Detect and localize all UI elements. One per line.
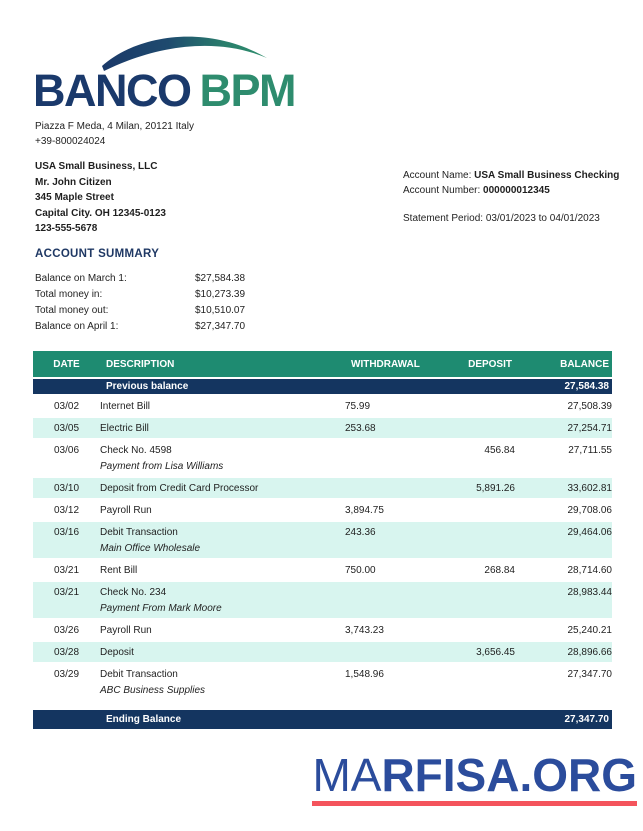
summary-label: Total money in: xyxy=(35,289,103,300)
transaction-description xyxy=(100,418,345,438)
account-number-line xyxy=(403,183,619,198)
transaction-withdrawal: 3,894.75 xyxy=(345,500,432,520)
transaction-balance: 28,983.44 xyxy=(515,582,612,618)
transaction-description-main: Payroll Run xyxy=(100,625,152,636)
summary-value: $27,347.70 xyxy=(195,321,246,332)
summary-row xyxy=(35,287,245,303)
transaction-deposit xyxy=(432,582,515,618)
ending-balance-date xyxy=(33,710,100,729)
table-row xyxy=(33,560,612,580)
table-row xyxy=(33,664,612,700)
transaction-balance: 27,254.71 xyxy=(515,418,612,438)
column-header-balance: BALANCE xyxy=(515,351,612,377)
previous-balance-row xyxy=(33,379,612,394)
transaction-description-note: Payment from Lisa Williams xyxy=(100,461,224,472)
ending-balance-label: Ending Balance xyxy=(100,710,345,729)
account-summary-block xyxy=(35,271,245,335)
customer-name: Mr. John Citizen xyxy=(35,176,112,188)
transaction-withdrawal xyxy=(345,582,432,618)
bank-logo xyxy=(33,65,295,116)
transaction-deposit xyxy=(432,620,515,640)
summary-value: $10,273.39 xyxy=(195,289,246,300)
transaction-description-main: Rent Bill xyxy=(100,565,138,576)
ending-balance-deposit xyxy=(432,710,515,729)
transaction-balance: 27,508.39 xyxy=(515,396,612,416)
transactions-table-header xyxy=(33,351,612,377)
transaction-description xyxy=(100,560,345,580)
watermark-light-part: MA xyxy=(312,749,382,801)
previous-balance-date xyxy=(33,379,100,394)
table-row xyxy=(33,396,612,416)
column-header-description: DESCRIPTION xyxy=(100,351,345,377)
previous-balance-withdrawal xyxy=(345,379,432,394)
bank-logo-banco: BANCO xyxy=(33,65,191,116)
transaction-description-note: Main Office Wholesale xyxy=(100,543,201,554)
transaction-balance: 28,714.60 xyxy=(515,560,612,580)
transaction-withdrawal: 243.36 xyxy=(345,522,432,558)
transaction-withdrawal: 253.68 xyxy=(345,418,432,438)
transaction-description xyxy=(100,522,345,558)
bank-logo-bpm: BPM xyxy=(199,65,295,116)
summary-row xyxy=(35,271,245,287)
transaction-balance: 27,347.70 xyxy=(515,664,612,700)
watermark-underline xyxy=(312,801,637,806)
summary-label: Total money out: xyxy=(35,305,109,316)
transaction-description xyxy=(100,440,345,476)
transaction-withdrawal xyxy=(345,440,432,476)
transaction-withdrawal: 75.99 xyxy=(345,396,432,416)
customer-phone: 123-555-5678 xyxy=(35,223,98,234)
transaction-description xyxy=(100,664,345,700)
statement-period-line xyxy=(403,211,619,226)
column-header-deposit: DEPOSIT xyxy=(432,351,515,377)
transaction-withdrawal xyxy=(345,478,432,498)
customer-address-block xyxy=(35,159,166,237)
transaction-deposit xyxy=(432,522,515,558)
transaction-description xyxy=(100,478,345,498)
column-header-date: DATE xyxy=(33,351,100,377)
transaction-deposit xyxy=(432,418,515,438)
ending-balance-row xyxy=(33,710,612,729)
bank-address xyxy=(35,119,194,149)
previous-balance-amount: 27,584.38 xyxy=(515,379,612,394)
summary-label: Balance on April 1: xyxy=(35,321,119,332)
statement-period-value: 03/01/2023 to 04/01/2023 xyxy=(485,213,600,224)
summary-value: $27,584.38 xyxy=(195,273,246,284)
table-row xyxy=(33,642,612,662)
transaction-description xyxy=(100,582,345,618)
transaction-balance: 28,896.66 xyxy=(515,642,612,662)
previous-balance-label: Previous balance xyxy=(100,379,345,394)
statement-period-label: Statement Period: xyxy=(403,213,486,224)
transaction-deposit: 268.84 xyxy=(432,560,515,580)
bank-phone: +39-800024024 xyxy=(35,136,106,147)
transaction-withdrawal xyxy=(345,642,432,662)
transaction-date: 03/05 xyxy=(33,418,100,438)
transaction-description-main: Debit Transaction xyxy=(100,527,178,538)
table-spacer xyxy=(33,702,612,708)
transaction-description-main: Check No. 4598 xyxy=(100,445,172,456)
transaction-date: 03/16 xyxy=(33,522,100,558)
transaction-balance: 29,708.06 xyxy=(515,500,612,520)
customer-company: USA Small Business, LLC xyxy=(35,161,158,172)
transaction-description xyxy=(100,642,345,662)
account-name-value: USA Small Business Checking xyxy=(474,170,620,181)
ending-balance-amount: 27,347.70 xyxy=(515,710,612,729)
marfisa-watermark-text xyxy=(312,749,637,801)
transaction-withdrawal: 3,743.23 xyxy=(345,620,432,640)
table-row xyxy=(33,522,612,558)
transaction-description xyxy=(100,620,345,640)
transaction-balance: 33,602.81 xyxy=(515,478,612,498)
table-row xyxy=(33,478,612,498)
transaction-balance: 29,464.06 xyxy=(515,522,612,558)
transaction-date: 03/29 xyxy=(33,664,100,700)
account-name-line xyxy=(403,168,619,183)
previous-balance-deposit xyxy=(432,379,515,394)
transaction-deposit: 3,656.45 xyxy=(432,642,515,662)
account-name-label: Account Name: xyxy=(403,170,475,181)
summary-value: $10,510.07 xyxy=(195,305,246,316)
table-row xyxy=(33,582,612,618)
customer-street: 345 Maple Street xyxy=(35,192,114,203)
transaction-balance: 27,711.55 xyxy=(515,440,612,476)
watermark-bold-part: RFISA.ORG xyxy=(381,749,637,801)
table-row xyxy=(33,440,612,476)
transaction-description xyxy=(100,500,345,520)
account-number-label: Account Number: xyxy=(403,185,484,196)
bank-address-line1: Piazza F Meda, 4 Milan, 20121 Italy xyxy=(35,121,194,132)
summary-label: Balance on March 1: xyxy=(35,273,127,284)
transaction-description-note: Payment From Mark Moore xyxy=(100,603,222,614)
account-info-block xyxy=(403,168,619,226)
marfisa-watermark xyxy=(312,749,637,806)
transaction-date: 03/10 xyxy=(33,478,100,498)
transaction-deposit: 5,891.26 xyxy=(432,478,515,498)
account-summary-title: ACCOUNT SUMMARY xyxy=(35,248,160,260)
transaction-description-main: Deposit xyxy=(100,647,134,658)
transaction-date: 03/21 xyxy=(33,560,100,580)
transaction-description-main: Deposit from Credit Card Processor xyxy=(100,483,259,494)
transaction-date: 03/02 xyxy=(33,396,100,416)
transaction-balance: 25,240.21 xyxy=(515,620,612,640)
column-header-withdrawal: WITHDRAWAL xyxy=(345,351,432,377)
transaction-description-main: Electric Bill xyxy=(100,423,149,434)
transaction-date: 03/26 xyxy=(33,620,100,640)
summary-row xyxy=(35,303,245,319)
transaction-description-main: Internet Bill xyxy=(100,401,151,412)
transaction-description-main: Check No. 234 xyxy=(100,587,167,598)
transaction-date: 03/06 xyxy=(33,440,100,476)
transaction-deposit xyxy=(432,396,515,416)
transactions-table xyxy=(33,349,612,731)
transaction-description-note: ABC Business Supplies xyxy=(100,685,206,696)
transaction-withdrawal: 750.00 xyxy=(345,560,432,580)
transaction-deposit: 456.84 xyxy=(432,440,515,476)
transaction-description-main: Debit Transaction xyxy=(100,669,178,680)
summary-row xyxy=(35,319,245,335)
table-row xyxy=(33,500,612,520)
transaction-date: 03/28 xyxy=(33,642,100,662)
table-row xyxy=(33,620,612,640)
transaction-date: 03/21 xyxy=(33,582,100,618)
transaction-withdrawal: 1,548.96 xyxy=(345,664,432,700)
customer-city: Capital City. OH 12345-0123 xyxy=(35,207,166,219)
transaction-description-main: Payroll Run xyxy=(100,505,152,516)
transaction-date: 03/12 xyxy=(33,500,100,520)
transaction-deposit xyxy=(432,664,515,700)
table-row xyxy=(33,418,612,438)
account-number-value: 000000012345 xyxy=(483,185,550,196)
transaction-deposit xyxy=(432,500,515,520)
ending-balance-withdrawal xyxy=(345,710,432,729)
transaction-description xyxy=(100,396,345,416)
